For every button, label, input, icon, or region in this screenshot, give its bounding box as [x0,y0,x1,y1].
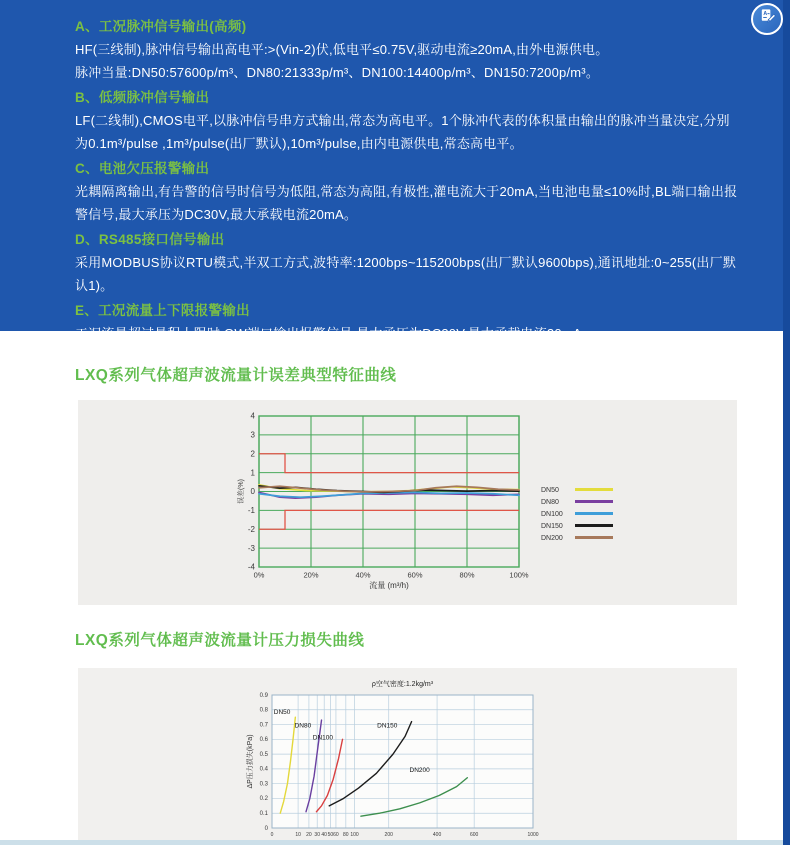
svg-text:-3: -3 [247,543,255,553]
section-d-paragraph: 采用MODBUS协议RTU模式,半双工方式,波特率:1200bps~115200bps(出厂默认9600bps),通讯地址:0~255(出厂默认1)。 [75,255,737,293]
svg-text:0.4: 0.4 [259,766,268,773]
svg-text:DN200: DN200 [541,535,563,542]
svg-text:40%: 40% [355,570,371,580]
svg-text:-2: -2 [247,524,255,534]
svg-text:0.8: 0.8 [259,707,268,714]
svg-text:-1: -1 [247,506,255,515]
svg-text:0.3: 0.3 [259,781,268,788]
svg-text:80: 80 [343,832,349,838]
section-e-heading: E、工况流量上下限报警输出 [75,303,250,318]
svg-text:60%: 60% [407,570,423,580]
svg-text:DN50: DN50 [273,709,291,717]
svg-text:60: 60 [333,832,339,838]
svg-text:0: 0 [250,487,255,497]
svg-text:0.2: 0.2 [259,796,268,803]
svg-text:0.1: 0.1 [259,810,268,817]
section-b-heading: B、低频脉冲信号输出 [75,90,210,105]
svg-text:1: 1 [250,468,255,478]
section-c-heading: C、电池欠压报警输出 [75,161,210,176]
svg-text:流量 (m³/h): 流量 (m³/h) [369,581,409,590]
section-b-paragraph: LF(二线制),CMOS电平,以脉冲信号串方式输出,常态为高电平。1个脉冲代表的体积量由输出的脉冲当量决定,分别为0.1m³/pulse ,1m³/pulse(出厂默认),10m³/pulse,由内电源供电,常态高电平。 [75,113,730,151]
svg-text:100: 100 [350,832,359,838]
error-curve-title: LXQ系列气体超声波流量计误差典型特征曲线 [75,367,397,384]
edit-fab-button[interactable] [751,3,783,35]
spec-section-e [75,299,738,345]
pressure-loss-chart [78,668,737,845]
svg-text:DN80: DN80 [294,722,312,730]
svg-text:0.5: 0.5 [259,751,268,758]
svg-text:20%: 20% [303,570,319,580]
pressure-loss-chart-svg [78,668,737,845]
svg-text:0: 0 [264,825,268,832]
svg-text:40: 40 [321,832,327,838]
spec-section-a [75,15,738,84]
svg-text:DN80: DN80 [541,499,559,506]
svg-text:0.7: 0.7 [259,722,268,729]
svg-text:DN100: DN100 [312,734,333,742]
svg-text:DN200: DN200 [409,766,430,774]
error-curve-chart-svg [78,400,737,605]
svg-text:DN150: DN150 [377,722,398,730]
section-e-paragraph: 工况流量超过量程上限时,QW端口输出报警信号,最大承压为DC30V,最大承载电流20mA。 [75,326,595,341]
svg-text:DN150: DN150 [541,523,563,530]
page-right-edge-strip [783,0,790,845]
next-section-edge-strip [0,840,783,845]
document-edit-icon [758,7,777,31]
section-a-paragraph: 脉冲当量:DN50:57600p/m³、DN80:21333p/m³、DN100:14400p/m³、DN150:7200p/m³。 [75,65,600,80]
svg-text:2: 2 [250,449,255,459]
spec-section-d [75,228,738,297]
svg-text:ΔP压力损失(kPa): ΔP压力损失(kPa) [247,734,254,789]
svg-text:80%: 80% [459,570,475,580]
svg-text:4: 4 [250,411,255,421]
section-a-paragraph: HF(三线制),脉冲信号输出高电平:>(Vin-2)伏,低电平≤0.75V,驱动电流≥20mA,由外电源供电。 [75,42,609,57]
section-c-paragraph: 光耦隔离输出,有告警的信号时信号为低阻,常态为高阻,有极性,灌电流大于20mA,当电池电量≤10%时,BL端口输出报警信号,最大承压为DC30V,最大承载电流20mA。 [75,184,738,222]
error-curve-chart [78,400,737,605]
svg-text:10: 10 [295,832,301,838]
svg-text:A: A [762,11,767,18]
section-d-heading: D、RS485接口信号输出 [75,232,225,247]
pressure-curve-title: LXQ系列气体超声波流量计压力损失曲线 [75,632,365,649]
svg-text:0: 0 [270,832,274,838]
svg-text:600: 600 [469,832,479,838]
signal-output-spec-panel [0,0,783,341]
spec-section-c [75,157,738,226]
svg-text:30: 30 [314,832,320,838]
section-a-heading: A、工况脉冲信号输出(高频) [75,19,247,34]
svg-text:20: 20 [306,832,312,838]
svg-text:-4: -4 [247,562,255,572]
svg-text:ρ空气密度:1.2kg/m³: ρ空气密度:1.2kg/m³ [371,681,434,688]
spec-section-b [75,86,738,155]
svg-text:200: 200 [384,832,393,838]
svg-text:400: 400 [432,832,442,838]
svg-text:50: 50 [327,832,334,838]
svg-text:DN100: DN100 [541,511,563,518]
svg-text:误差(%): 误差(%) [238,479,245,504]
svg-text:0%: 0% [253,570,265,580]
svg-text:3: 3 [250,430,255,440]
svg-text:1000: 1000 [527,832,539,838]
svg-text:DN50: DN50 [541,487,559,494]
svg-text:0.9: 0.9 [259,692,268,699]
svg-text:100%: 100% [509,570,529,580]
svg-text:0.6: 0.6 [259,737,268,744]
